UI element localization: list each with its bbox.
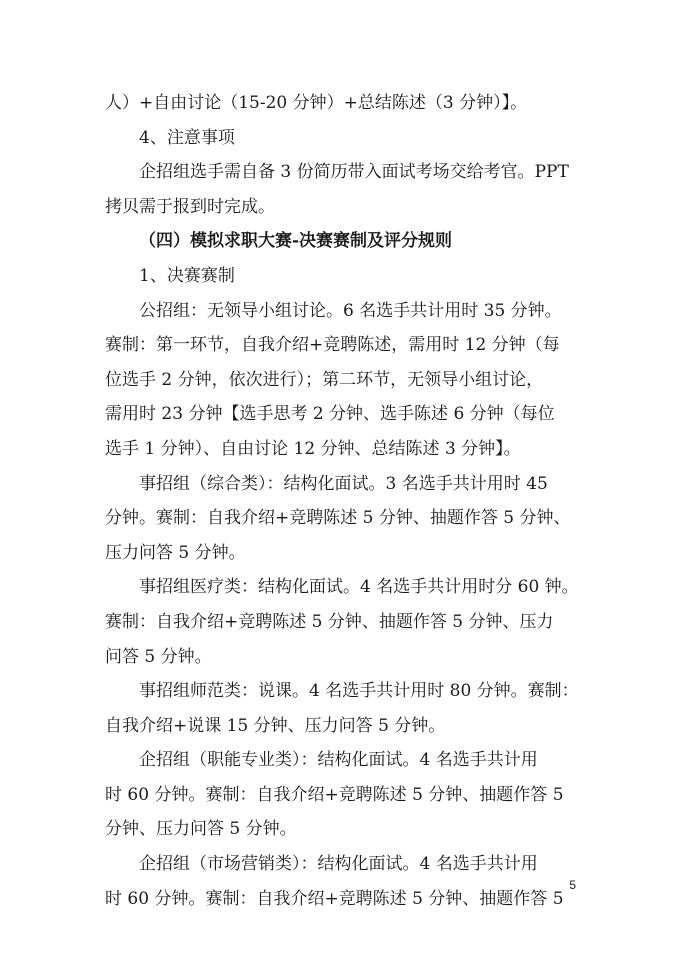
text-line: 事招组（综合类）：结构化面试。3 名选手共计用时 45	[139, 473, 548, 494]
text-line: 自我介绍+说课 15 分钟、压力问答 5 分钟。	[105, 715, 446, 736]
text-line: 1、决赛赛制	[139, 265, 235, 286]
text-line: 人）+自由讨论（15-20 分钟）+总结陈述（3 分钟）】。	[105, 93, 528, 113]
page-number: 5	[569, 878, 576, 892]
text-line: 企招组（市场营销类）：结构化面试。4 名选手共计用	[139, 854, 538, 875]
text-line: 事招组师范类：说课。4 名选手共计用时 80 分钟。赛制：	[139, 681, 579, 702]
text-line: 分钟。赛制：自我介绍+竞聘陈述 5 分钟、抽题作答 5 分钟、	[105, 508, 571, 529]
text-line: 公招组：无领导小组讨论。6 名选手共计用时 35 分钟。	[139, 300, 562, 321]
text-line: 需用时 23 分钟【选手思考 2 分钟、选手陈述 6 分钟（每位	[105, 404, 555, 425]
text-line: 时 60 分钟。赛制：自我介绍+竞聘陈述 5 分钟、抽题作答 5	[105, 888, 564, 909]
text-line: 赛制：第一环节，自我介绍+竞聘陈述，需用时 12 分钟（每	[105, 335, 560, 356]
text-line: 赛制：自我介绍+竞聘陈述 5 分钟、抽题作答 5 分钟、压力	[105, 611, 554, 632]
text-line: 压力问答 5 分钟。	[105, 542, 246, 563]
text-line: 4、注意事项	[139, 127, 235, 148]
text-line: 分钟、压力问答 5 分钟。	[105, 819, 297, 840]
text-line: 企招组选手需自备 3 份简历带入面试考场交给考官。PPT	[139, 162, 569, 183]
document-body	[105, 86, 583, 916]
text-line: 时 60 分钟。赛制：自我介绍+竞聘陈述 5 分钟、抽题作答 5	[105, 784, 564, 805]
text-line: 事招组医疗类：结构化面试。4 名选手共计用时分 60 钟。	[139, 577, 579, 598]
text-line: 位选手 2 分钟，依次进行）；第二环节，无领导小组讨论，	[105, 369, 544, 390]
section-heading-line: （四）模拟求职大赛-决赛赛制及评分规则	[139, 231, 453, 252]
text-line: 问答 5 分钟。	[105, 646, 212, 667]
text-line: 拷贝需于报到时完成。	[105, 196, 275, 217]
text-line: 企招组（职能专业类）：结构化面试。4 名选手共计用	[139, 750, 538, 771]
text-line: 选手 1 分钟）、自由讨论 12 分钟、总结陈述 3 分钟】。	[105, 438, 521, 459]
